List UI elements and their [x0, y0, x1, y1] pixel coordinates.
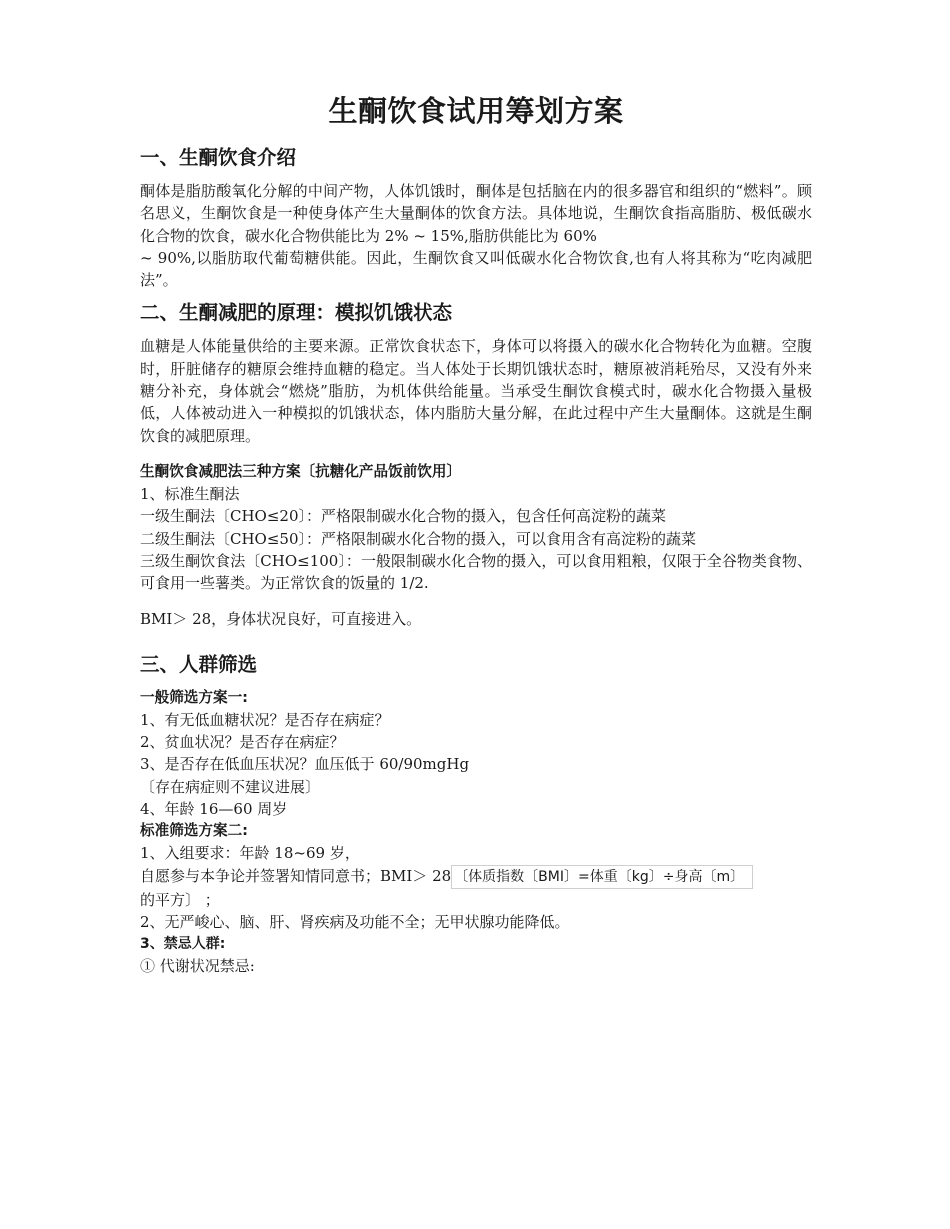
standard-item-1-consent: [140, 865, 812, 889]
general-item: 1、有无低血糖状况？是否存在病症？: [140, 710, 390, 729]
intro-paragraph-2: ~ 90%,以脂肪取代葡萄糖供能。因此，生酮饮食又叫低碳水化合物饮食,也有人将其称为“吃肉减肥法”。: [140, 248, 812, 290]
contraindication-item-1: ① 代谢状况禁忌:: [140, 957, 255, 976]
plan-level-1: 一级生酮法〔CHO≤20〕：严格限制碳水化合物的摄入，包含任何高淀粉的蔬菜: [140, 507, 667, 526]
document-body: [140, 92, 812, 978]
contraindication-title: 3、禁忌人群:: [140, 936, 226, 953]
general-item: 〔存在病症则不建议进展〕: [140, 777, 321, 796]
section-heading-intro: 一、生酮饮食介绍: [140, 146, 297, 169]
general-item: 2、贫血状况？是否存在病症？: [140, 733, 345, 752]
plan-level-2: 二级生酮法〔CHO≤50〕：严格限制碳水化合物的摄入，可以食用含有高淀粉的蔬菜: [140, 529, 697, 548]
bmi-definition-box: 〔体质指数〔BMI〕=体重〔kg〕÷身高〔m〕: [451, 865, 753, 889]
bmi-note: BMI＞ 28，身体状况良好，可直接进入。: [140, 610, 422, 629]
intro-paragraph-1: 酮体是脂肪酸氧化分解的中间产物，人体饥饿时，酮体是包括脑在内的很多器官和组织的“燃料”。顾名思义，生酮饮食是一种使身体产生大量酮体的饮食方法。具体地说，生酮饮食指高脂肪、极低碳水化合物的饮食，碳水化合物供能比为 2% ~ 15%,脂肪供能比为 60%: [140, 182, 812, 245]
consent-text: 自愿参与本争论并签署知情同意书；BMI＞ 28: [140, 866, 452, 885]
section-heading-principle: 二、生酮减肥的原理：模拟饥饿状态: [140, 301, 453, 325]
general-item: 4、年龄 16—60 周岁: [140, 799, 288, 818]
standard-item-1-cont: 的平方〕 ；: [140, 890, 220, 909]
standard-screening-title: 标准筛选方案二:: [140, 822, 248, 840]
general-screening-title: 一般筛选方案一:: [140, 688, 248, 706]
plans-title: 生酮饮食减肥法三种方案〔抗糖化产品饭前饮用〕: [140, 462, 462, 480]
standard-item-1: 1、入组要求：年龄 18~69 岁，: [140, 844, 360, 863]
principle-paragraph: 血糖是人体能量供给的主要来源。正常饮食状态下，身体可以将摄入的碳水化合物转化为血糖。空腹时，肝脏储存的糖原会维持血糖的稳定。当人体处于长期饥饿状态时，糖原被消耗殆尽，又没有外来糖分补充，身体就会“燃烧”脂肪，为机体供给能量。当承受生酮饮食模式时，碳水化合物摄入量极低，人体被动进入一种模拟的饥饿状态，体内脂肪大量分解，在此过程中产生大量酮体。这就是生酮饮食的减肥原理。: [140, 337, 812, 445]
standard-item-2: 2、无严峻心、脑、肝、肾疾病及功能不全；无甲状腺功能降低。: [140, 913, 570, 932]
general-item: 3、是否存在低血压状况？血压低于 60/90mgHg: [140, 755, 470, 774]
plan-intro: 1、标准生酮法: [140, 484, 240, 503]
document-title: 生酮饮食试用筹划方案: [328, 94, 624, 128]
section-heading-screening: 三、人群筛选: [140, 652, 258, 676]
plan-level-3: 三级生酮饮食法〔CHO≤100〕：一般限制碳水化合物的摄入，可以食用粗粮，仅限于全谷物类食物、可食用一些薯类。为正常饮食的饭量的 1/2.: [140, 551, 812, 593]
